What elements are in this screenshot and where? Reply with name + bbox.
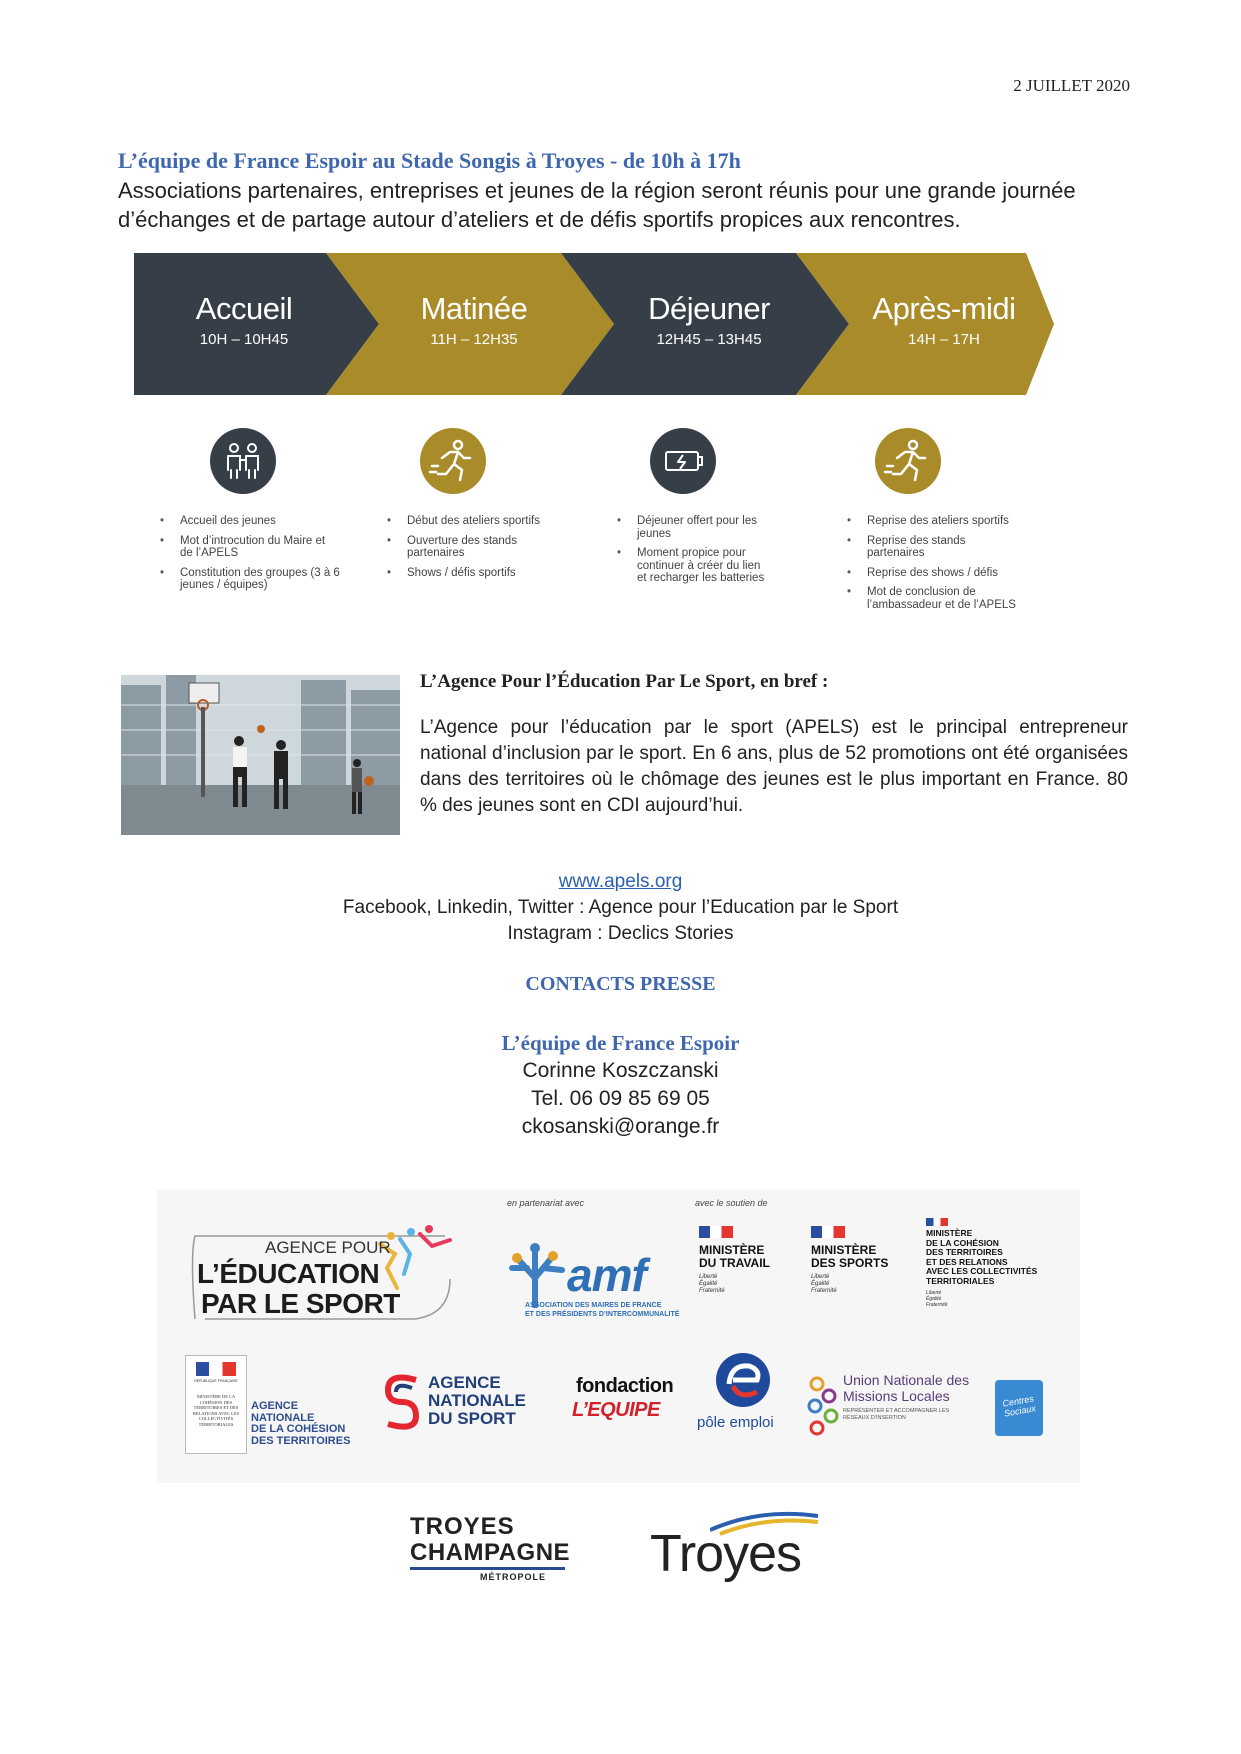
- apres-midi-bullets: [847, 515, 1017, 618]
- fondaction-text: fondaction: [576, 1375, 674, 1397]
- list-item: • Mot d’introcution du Maire et de l’APELS: [160, 535, 340, 560]
- troyes-wordmark: Troyes: [650, 1525, 801, 1583]
- anct-name: AGENCE NATIONALE DE LA COHÉSION DES TERRITOIRES: [251, 1400, 351, 1447]
- phase-name: Déjeuner: [648, 291, 770, 326]
- phase-time: 12H45 – 13H45: [656, 331, 762, 348]
- list-item: • Reprise des ateliers sportifs: [847, 515, 1017, 528]
- lequipe-text: L’EQUIPE: [572, 1399, 660, 1421]
- list-item: • Mot de conclusion de l’ambassadeur et de l’APELS: [847, 586, 1017, 611]
- centres-sociaux-logo: [995, 1380, 1043, 1436]
- champagne-text: CHAMPAGNE: [410, 1539, 571, 1566]
- support-caption: avec le soutien de: [695, 1198, 768, 1208]
- list-item: • Shows / défis sportifs: [387, 567, 547, 580]
- runner-icon: [875, 428, 941, 494]
- anct-logo: [185, 1355, 355, 1455]
- ministere-sports-logo: [807, 1226, 917, 1316]
- metropole-text: MÉTROPOLE: [480, 1572, 547, 1582]
- contact-email[interactable]: ckosanski@orange.fr: [521, 1115, 720, 1138]
- apels-line3: PAR LE SPORT: [201, 1288, 400, 1319]
- phase-matinee: [349, 253, 599, 395]
- marianne-flag-icon: [699, 1226, 733, 1238]
- ministry-name: MINISTÈRE DU TRAVAIL: [699, 1243, 770, 1270]
- runner-icon: [420, 428, 486, 494]
- ministere-travail-logo: [695, 1198, 805, 1318]
- republic-motto: Liberté Égalité Fraternité: [811, 1274, 837, 1294]
- phase-name: Après-midi: [872, 291, 1016, 326]
- phase-name: Matinée: [420, 291, 528, 326]
- list-item: • Constitution des groupes (3 à 6 jeunes / équipes): [160, 567, 340, 592]
- partner-logos: [157, 1190, 1080, 1483]
- event-description: Associations partenaires, entreprises et jeunes de la région seront réunis pour une grande journée d’échanges et de partage autour d’ateliers et de défis sportifs propices aux rencontres.: [118, 178, 1076, 232]
- marianne-flag-icon: [196, 1362, 236, 1376]
- unml-circles-icon: [805, 1370, 845, 1440]
- troyes-text: TROYES: [410, 1513, 515, 1540]
- apels-logo: [185, 1224, 455, 1322]
- amf-wordmark: amf: [567, 1249, 646, 1301]
- ministere-cohesion-logo: [922, 1218, 1062, 1318]
- amf-logo: [507, 1198, 687, 1326]
- phase-dejeuner: [584, 253, 834, 395]
- marianne-flag-icon: [811, 1226, 845, 1238]
- amf-sub1: ASSOCIATION DES MAIRES DE FRANCE: [525, 1302, 662, 1309]
- list-item: • Reprise des stands partenaires: [847, 535, 1017, 560]
- contact-name: Corinne Koszczanski: [522, 1059, 719, 1082]
- republic-motto: Liberté Égalité Fraternité: [926, 1290, 948, 1308]
- unml-tagline: REPRÉSENTER ET ACCOMPAGNER LES RÉSEAUX D’INSERTION: [843, 1408, 950, 1421]
- people-icon: [210, 428, 276, 494]
- phase-time: 14H – 17H: [908, 331, 980, 348]
- agency-title: L’Agence Pour l’Éducation Par Le Sport, en bref :: [420, 671, 829, 692]
- ans-name: AGENCE NATIONALE DU SPORT: [428, 1373, 526, 1428]
- phase-accueil: [129, 253, 359, 395]
- phase-apres-midi: [819, 253, 1069, 395]
- troyes-champagne-metropole-logo: [410, 1513, 570, 1593]
- document-date: 2 JUILLET 2020: [1013, 76, 1130, 95]
- phase-time: 11H – 12H35: [430, 331, 518, 348]
- unml-name: Union Nationale des Missions Locales: [843, 1372, 970, 1404]
- website-link[interactable]: www.apels.org: [558, 871, 683, 892]
- tree-icon: [507, 1238, 567, 1308]
- event-title: L’équipe de France Espoir au Stade Songis à Troyes - de 10h à 17h: [118, 148, 741, 173]
- troyes-city-logo: [650, 1500, 840, 1590]
- ministry-name: MINISTÈRE DES SPORTS: [811, 1243, 889, 1270]
- unml-logo: [805, 1370, 970, 1450]
- contacts-heading: CONTACTS PRESSE: [525, 973, 716, 995]
- ans-s-icon: [382, 1372, 422, 1432]
- ans-logo: [382, 1370, 552, 1440]
- matinee-bullets: [387, 515, 547, 586]
- list-item: • Accueil des jeunes: [160, 515, 340, 528]
- list-item: • Ouverture des stands partenaires: [387, 535, 547, 560]
- amf-sub2: ET DES PRÉSIDENTS D’INTERCOMMUNALITÉ: [525, 1311, 680, 1318]
- ministry-name: MINISTÈRE DE LA COHÉSION DES TERRITOIRES ET DES RELATIONS AVEC LES COLLECTIVITÉS TERRITORIALES: [926, 1228, 1038, 1286]
- pole-emploi-text: pôle emploi: [697, 1414, 774, 1431]
- centres-sociaux-text: Centres Sociaux: [1001, 1393, 1037, 1419]
- list-item: • Reprise des shows / défis: [847, 567, 1017, 580]
- phase-name: Accueil: [195, 291, 293, 326]
- phase-time: 10H – 10H45: [199, 331, 289, 348]
- fondaction-lequipe-logo: [572, 1375, 682, 1435]
- instagram: Instagram : Declics Stories: [507, 923, 734, 944]
- list-item: • Déjeuner offert pour les jeunes: [617, 515, 767, 540]
- anct-republic-block: RÉPUBLIQUE FRANÇAISE MINISTÈRE DE LA COHÉSION DES TERRITOIRES ET DES RELATIONS AVEC LES COLLECTIVITÉS TERRITORIALES: [185, 1355, 247, 1454]
- basketball-photo: [121, 675, 400, 835]
- timeline: [134, 253, 1054, 395]
- battery-icon: [650, 428, 716, 494]
- contact-organization: L’équipe de France Espoir: [501, 1031, 740, 1055]
- pole-emploi-e-icon: [713, 1350, 773, 1410]
- agency-description: L’Agence pour l’éducation par le sport (APELS) est le principal entrepreneur national d’inclusion par le sport. En 6 ans, plus de 52 promotions ont été organisées dans des territoires où le chômage des jeunes est le plus important en France. 80 % des jeunes sont en CDI aujourd’hui.: [420, 717, 1128, 816]
- republic-motto: Liberté Égalité Fraternité: [699, 1274, 725, 1294]
- partner-caption: en partenariat avec: [507, 1198, 585, 1208]
- contact-phone: Tel. 06 09 85 69 05: [531, 1087, 710, 1110]
- social-networks: Facebook, Linkedin, Twitter : Agence pour l’Education par le Sport: [342, 897, 899, 918]
- pole-emploi-logo: [697, 1350, 787, 1440]
- accueil-bullets: [160, 515, 340, 599]
- dejeuner-bullets: [617, 515, 767, 592]
- list-item: • Moment propice pour continuer à créer du lien et recharger les batteries: [617, 547, 767, 585]
- list-item: • Début des ateliers sportifs: [387, 515, 547, 528]
- apels-line2: L’ÉDUCATION: [197, 1258, 380, 1289]
- marianne-flag-icon: [926, 1218, 948, 1226]
- apels-line1: AGENCE POUR: [265, 1238, 391, 1257]
